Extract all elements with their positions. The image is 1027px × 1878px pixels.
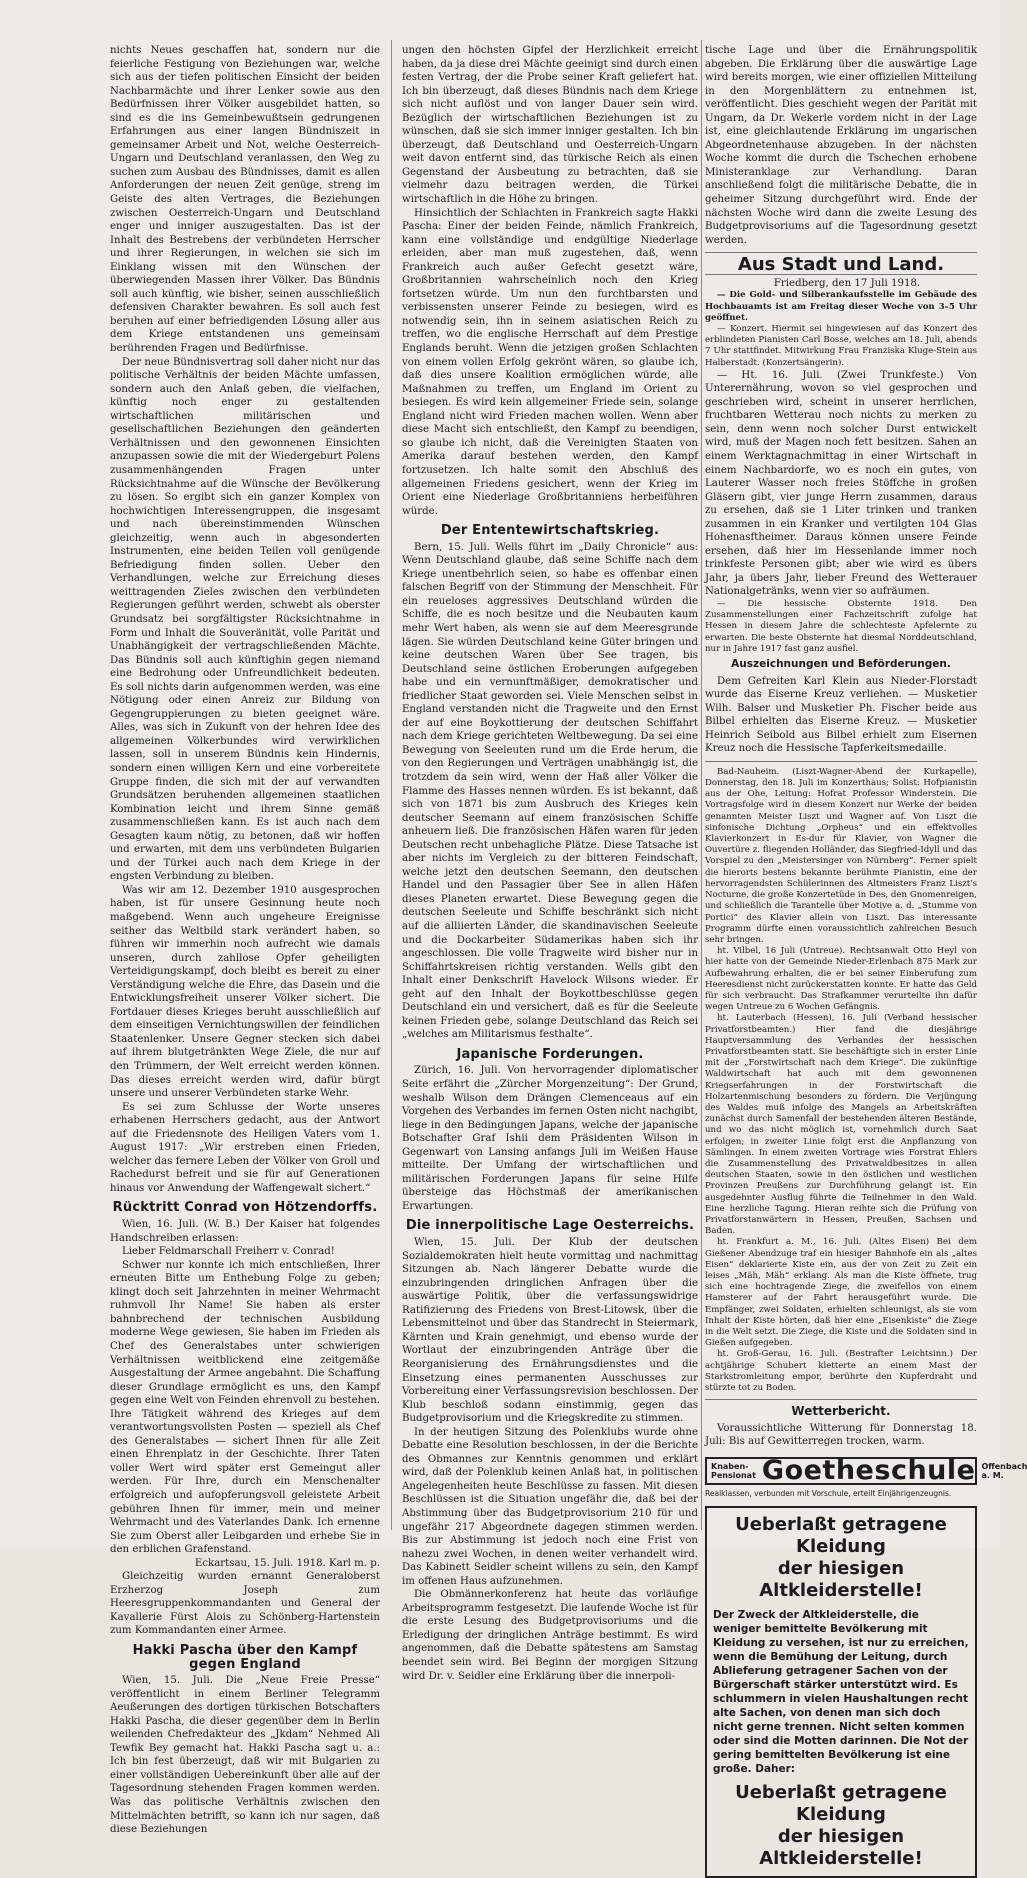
paragraph: In der heutigen Sitzung des Polenklubs wurde ohne Debatte eine Resolution beschlossen, in der die Berichte des Obmannes zur Kenntnis genommen und erklärt wird, daß der Polenklub keinen Anlaß hat, in politischen Angelegenheiten heute Beschlüsse zu fassen. Mit diesen Beschlüssen ist die Situation ungefähr die, daß bei der Abstimmung über das Budgetprovisorium 210 für und ungefähr 217 Abgeordnete dagegen stimmen werden. Bis zur Abstimmung ist jedoch noch eine Frist von nahezu zwei Wochen, in denen weiter verhandelt wird. Das Kabinett Seidler scheint willens zu sein, den Kampf im offenen Haus aufzunehmen. [402,1426,698,1587]
article-headline: Der Ententewirtschaftskrieg. [440,523,660,539]
column-left [110,44,380,1836]
paragraph: tische Lage und über die Ernährungspolitik abgeben. Die Erklärung über die auswärtige Lage wird bereits morgen, wie einer offiziellen Mitteilung in den Morgenblättern zu entnehmen ist, veröffentlicht. Dies geschieht wegen der Parität mit Ungarn, da Dr. Wekerle vordem nicht in der Lage ist, eine gleichlautende Erklärung im ungarischen Abgeordnetenhause abzugeben. In der nächsten Woche kommt die durch die Tschechen erhobene Ministeranklage zur Verhandlung. Daran anschließend folgt die militärische Debatte, die in geheimer Sitzung durchgeführt wird. Ende der nächsten Woche wird dann die zweite Lesung des Budgetprovisoriums auf die Tagesordnung gesetzt werden. [705,45,977,246]
paragraph: Es sei zum Schlusse der Worte unseres erhabenen Herrschers gedacht, aus der Antwort auf die Friedensnote des Heiligen Vaters vom 1. August 1917: „Wir erstreben einen Frieden, welcher das fernere Leben der Völker von Groll und Rachedurst befreit und sie für auf Generationen hinaus vor Anwendung der Waffengewalt sichert.“ [110,1101,380,1194]
paragraph: Hinsichtlich der Schlachten in Frankreich sagte Hakki Pascha: Einer der beiden Feinde, nämlich Frankreich, kann eine vollständige und endgültige Niederlage erleiden, aber man muß zugestehen, daß, wenn Frankreich auch außer Gefecht gesetzt wäre, Großbritannien wahrscheinlich noch den Krieg fortsetzen würde. Um nun den furchtbarsten und verbissensten unserer Feinde zu besiegen, wird es notwendig sein, ihn in seinem asiatischen Reich zu treffen, wo die englische Herrschaft auf dem Prestige Englands beruht. Wenn die jetzigen großen Schlachten von einem vollen Erfolg gekrönt wären, so glaube ich, daß dies unsere Koalition ermöglichen würde, alle Maßnahmen zu treffen, um England im Orient zu besiegen. Es wird kein allgemeiner Friede sein, solange England nicht wird Frieden machen wollen. Wenn aber diese Macht sich entschließt, den Kampf zu beendigen, so glaube ich nicht, daß die Vereinigten Staaten von Amerika darauf bestehen werden, den Kampf fortzusetzen. Ich halte somit den Abschluß des allgemeinen Friedens gesichert, wenn der Krieg im Orient eine Niederlage Großbritanniens herbeiführen würde. [402,207,698,517]
article-headline: Rücktritt Conrad von Hötzendorffs. [112,1200,378,1216]
weather-report: Voraussichtliche Witterung für Donnerstag 18. Juli: Bis auf Gewitterregen trocken, warm. [705,1422,977,1448]
paragraph: ht. Groß-Gerau, 16. Juli. (Bestrafter Leichtsinn.) Der achtjährige Schubert kletterte an einem Mast der Starkstromleitung empor, berührte den Kupferdraht und stürzte tot zu Boden. [705,1349,977,1394]
notice: — Die Gold- und Silberankaufsstelle im Gebäude des Hochbauamts ist am Freitag dieser Woche von 3–5 Uhr geöffnet. [705,290,977,323]
column-rule [391,40,392,1530]
article-headline: Die innerpolitische Lage Oesterreichs. [405,1218,695,1234]
signature-line: Eckartsau, 15. Juli. 1918. Karl m. p. [194,1557,380,1569]
paragraph: Lieber Feldmarschall Freiherr v. Conrad! [122,1246,335,1258]
advertisement-goetheschule [705,1455,1027,1487]
paragraph: Schwer nur konnte ich mich entschließen, Ihrer erneuten Bitte um Enthebung Folge zu geben; klingt doch seit Jahrzehnten in meiner Wehrmacht ruhmvoll Ihr Name! Sie haben als erster bahnbrechend der technischen Ausbildung moderne Wege gewiesen, Sie haben im Frieden als Chef des Generalstabes unter schwierigen Verhältnissen weitblickend eine zeitgemäße Ausgestaltung der Armee angebahnt. Die Schaffung dieser Grundlage ermöglicht es uns, den Kampf gegen eine Welt von Feinden ehrenvoll zu bestehen. Ihre Tätigkeit während des Krieges auf dem verantwortungsvollsten Posten — speziell als Chef des Generalstabes — sichert Ihnen für alle Zeit einen Ehrenplatz in der Geschichte. Ihrer Taten voller Wert wird später erst Gemeingut aller werden. Für Ihre, durch ein Menschenalter erfolgreich und aufopferungsvoll geleistete Arbeit gebühren Ihnen für immer, mein und meiner Wehrmacht und des Vaterlandes Dank. Ich ernenne Sie zum Oberst aller Leibgarden und erhebe Sie in den erblichen Grafenstand. [110,1259,380,1556]
paragraph: Zürich, 16. Juli. Von hervorragender diplomatischer Seite erfährt die „Zürcher Morgenzeitung“: Der Grund, weshalb Wilson dem Drängen Clemenceaus auf ein Vorgehen des Verbandes im fernen Osten nicht nachgibt, liege in den Bedingungen Japans, welche der japanische Botschafter Graf Ishii dem Präsidenten Wilson in Gegenwart von Lansing anfangs Juli im Weißen Hause mitteilte. Der Umfang der wirtschaftlichen und militärischen Forderungen Japans für seine Hilfe übersteige das Höchstmaß der amerikanischen Erwartungen. [402,1065,698,1212]
article-headline: Hakki Pascha über den Kampf gegen England [132,1642,358,1672]
divider [705,761,977,762]
paragraph: Der neue Bündnisvertrag soll daher nicht nur das politische Verhältnis der beiden Mächte umfassen, sondern auch den Anlaß geben, die vielfachen, künftig noch enger zu gestaltenden wirtschaftlichen militärischen und gesellschaftlichen Beziehungen den geänderten Verhältnissen und den gewonnenen Einsichten anzupassen sowie die mit der Wiedergeburt Polens zusammenhängenden Fragen unter Rücksichtnahme auf die Wünsche der Bevölkerung zu lösen. So ergibt sich ein ganzer Komplex von hochwichtigen Interessengruppen, die insgesamt und nach übereinstimmenden Wünschen gleichzeitig, wenn auch in abgesonderten Instrumenten, eine beiden Teilen voll genügende Befriedigung finden sollen. Ueber den Verhandlungen, welche zur Erreichung dieses weittragenden Zieles zwischen den verbündeten Regierungen geführt werden, schwebt als oberster Grundsatz bei sorgfältigster Rücksichtnahme in Form und Inhalt die Souveränität, volle Parität und Unabhängigkeit der vertragschließenden Mächte. Das Bündnis soll auch künftighin gegen niemand eine Bedrohung oder Unfreundlichkeit bedeuten. Es soll nichts darin aufgenommen werden, was eine Nötigung oder einen Anreiz zur Bildung von Gegengruppierungen zu bieten geeignet wäre. Alles, was sich in Zukunft von der hehren Idee des allgemeinen Völkerbundes wird verwirklichen lassen, soll in unserem Bündnis kein Hindernis, sondern einen willigen Kern und eine vorbereitete Gruppe finden, die sich mit der auf verwandten Grundsätzen beruhenden allgemeinen staatlichen Kombination leicht und ihrem Sinne gemäß zusammenschließen kann. Es ist auch nach dem Gesagten kaum nötig, zu betonen, daß wir hoffen und erwarten, mit dem uns verbündeten Bulgarien und der Türkei auch nach dem Kriege in der engsten Verbindung zu bleiben. [110,356,380,883]
notice: — Konzert. Hiermit sei hingewiesen auf das Konzert des erblindeten Pianisten Carl Bosse, welches am 18. Juli, abends 7 Uhr stattfindet. Mitwirkung Frau Franziska Kluge-Stein aus Halberstadt. (Konzertsängerin). [705,323,977,368]
ad-title: Ueberlaßt getragene Kleidung [735,1514,947,1558]
paragraph: ht. Lauterbach (Hessen), 16. Juli (Verband hessischer Privatforstbeamten.) Hier fand die diesjährige Hauptversammlung des Verbandes der hessischen Privatforstbeamten statt. Sie beschäftigte sich in erster Linie mit der „Forstwirtschaft nach dem Kriege“. Die zukünftige Waldwirtschaft hat auch mit dem gewonnenen Kriegserfahrungen in der Forstwirtschaft die Holzartenmischung besonders zu fördern. Die Verjüngung des Waldes muß infolge des Mangels an Arbeitskräften zunächst durch Samenfall der bestehenden älteren Bestände, und wo das nicht möglich ist, vornehmlich durch Saat erfolgen; in zweiter Linie folgt erst die Anpflanzung von Sämlingen. In einem zweiten Vortrage wies Forstrat Ehlers die Zusammenstellung des Privatwaldbesitzes in allen deutschen Staaten, sowie in den östlichen und westlichen Provinzen Preußens zur Durchführung gelangt ist. Ein ausgedehnter Ausflug führte die Teilnehmer in den Wald. Eine herzliche Tagung. Hieran reihte sich die Prüfung von Privatforstanwärtern in Hessen, Preußen, Sachsen und Baden. [705,1013,977,1237]
ad-footer: Realklassen, verbunden mit Vorschule, erteilt Einjährigenzeugnis. [705,1488,952,1498]
paragraph: Gleichzeitig wurden ernannt Generaloberst Erzherzog Joseph zum Heeresgruppenkommandanten und General der Kavallerie Fürst Alois zu Schönberg-Hartenstein zum Kommandanten einer Armee. [110,1571,380,1637]
section-title: Aus Stadt und Land. [705,258,977,275]
paragraph: Bern, 15. Juli. Wells führt im „Daily Chronicle“ aus: Wenn Deutschland glaube, daß seine Schiffe nach dem Kriege unentbehrlich seien, so habe es offenbar einen falschen Begriff von der Stimmung der Menschheit. Für ein reueloses aggressives Deutschland würden die Schiffe, die es noch besitze und die Neubauten kaum mehr Wert haben, als wenn sie auf dem Meeresgrunde lägen. Sie würden Deutschland keine Güter bringen und keine deutschen Waren über See tragen, bis Deutschland seine östlichen Eroberungen aufgegeben habe und ein vernunftmäßiger, demokratischer und friedlicher Staat geworden sei. Viele Menschen selbst in England verstanden nicht die Tragweite und den Ernst der auf eine Boykottierung der deutschen Schiffahrt nach dem Kriege gerichteten Weltbewegung. Da sei eine Bewegung von Seeleuten rund um die Erde herum, die von den Regierungen und Verträgen unabhängig ist, die trotzdem da sein wird, wenn der Haß aller Völker die Flamme des Hasses nennen würden. Es ist bekannt, daß sich von 1871 bis zum Ausbruch des Krieges kein deutscher Seemann auf einem französischen Schiffe anheuern ließ. Die französischen Häfen waren für jeden Deutschen recht unbehagliche Plätze. Diese Tatsache ist aber nichts im Vergleich zu der bitteren Feindschaft, welche jetzt den deutschen Seemann, den deutschen Handel und den Passagier über See in allen Häfen dieses Planeten erwartet. Diese Bewegung gegen die deutschen Seeleute und Schiffe beschränkt sich nicht auf die alliierten Länder, die skandinavischen Seeleute und die Dockarbeiter Südamerikas haben sich ihr angeschlossen. Die volle Tragweite wird bisher nur in Schiffahrtskreisen richtig verstanden. Wells gibt den Inhalt einer Denkschrift Havelock Wilsons wieder. Er geht auf den Inhalt der Boykottbeschlüsse gegen Deutschland ein und versichert, daß es für die Seeleute keinen Frieden gebe, solange Deutschland das Reich sei „welches am Militarismus festhalte“. [402,541,698,1041]
subheading: Auszeichnungen und Beförderungen. [731,658,951,671]
notice: — Die hessische Obsternte 1918. Den Zusammenstellungen einer Fachzeitschrift zufolge hat Hessen in diesem Jahre die schlechteste Apfelernte zu erwarten. Die beste Obsternte hat diesmal Norddeutschland, nur in Jahre 1917 fast ganz ausfiel. [705,599,977,654]
ad-title: Ueberlaßt getragene Kleidung [735,1782,947,1826]
paragraph: Wien, 16. Juli. (W. B.) Der Kaiser hat folgendes Handschreiben erlassen: [110,1219,380,1244]
dateline: Friedberg, den 17 Juli 1918. [773,277,921,289]
paragraph: Wien, 15. Juli. Die „Neue Freie Presse“ veröffentlicht in einem Berliner Telegramm Aeußerungen des dortigen türkischen Botschafters Hakki Pascha, die dieser gegenüber dem in Berlin weilenden Chefredakteur des „Jkdam“ Nehmed Ali Tewfik Bey gemacht hat. Hakki Pascha sagt u. a.: Ich bin fest überzeugt, daß wir mit Bulgarien zu einer vollständigen Uebereinkunft über alle auf der Tagesordnung stehenden Fragen kommen werden. Was das politische Verhältnis zwischen den Mittelmächten betrifft, so kann ich nur sagen, daß diese Beziehungen [110,1675,380,1836]
column-right [705,44,1027,1870]
weather-heading: Wetterbericht. [791,1404,891,1419]
paragraph: Die Obmännerkonferenz hat heute das vorläufige Arbeitsprogramm festgesetzt. Die laufende Woche ist für die erste Lesung des Budgetprovisoriums und die Erledigung der dringlichen Anträge bestimmt. Es wird angenommen, daß die Debatte spätestens am Samstag beendet sein wird. Bei Beginn der morgigen Sitzung wird Dr. v. Seidler eine Erklärung über die innerpoli- [402,1589,698,1682]
paragraph: nichts Neues geschaffen hat, sondern nur die feierliche Festigung von Beziehungen war, welche sich aus der tiefen politischen Einsicht der beiden Nachbarmächte und ihrer Lenker sowie aus den Bedürfnissen ihrer Völker ausgebildet hatten, so sind es die ins Gemeinbewußtsein gedrungenen Erfahrungen aus einer langen Bündniszeit in gemeinsamer Arbeit und Not, welche Oesterreich-Ungarn und Deutschland veranlassen, den Weg zu suchen zum Ausbau des Bündnisses, damit es allen Anforderungen der neuen Zeit genüge, streng im Geiste des alten Vertrages, die Beziehungen zwischen Oesterreich-Ungarn und Deutschland enger und inniger auszugestalten. Das ist der Inhalt des Bestrebens der verbündeten Herrscher und ihrer Regierungen, in welchen sie sich im Einklang wissen mit den Wünschen der überwiegenden Massen ihrer Völker. Das Bündnis soll auch künftig, wie bisher, seinen ausschließlich defensiven Charakter bewahren. Es soll auch fest beruhen auf einer befriedigenden Lösung aller aus dem Kriege entstandenen uns gemeinsam berührenden Fragen und Bedürfnisse. [110,45,380,355]
ad-label: Knaben-Pensionat [711,1461,756,1480]
article-headline: Japanische Forderungen. [456,1046,644,1062]
divider [705,1399,977,1400]
paragraph: — Ht. 16. Juli. (Zwei Trunkfeste.) Von Unterernährung, wovon so viel gesprochen und geschrieben wird, scheint in unserer herrlichen, fruchtbaren Wetterau noch nichts zu merken zu sein, denn wenn noch solcher Durst entwickelt wird, muß der Magen noch fett besitzen. Sahen an einem Werktagnachmittag in einer Wirtschaft in einem Nachbardorfe, wo es noch ein gutes, von Lauterer Wasser noch freies Stöffche in großen Gläsern gibt, vier junge Herrn zusammen, daraus zu ersehen, daß sie 1 Liter trinken und tranken zusammen in ein Kranker und vertilgten 104 Glas Hohenasftheimer. Daraus können unsere Feinde ersehen, daß hier im Hessenlande immer noch trinkfeste Personen gibt; aber wie wird es übers Jahr, ja übers Jahr, lieber Freund des Wetterauer Nationalgetränks, wenn vier so aufräumen. [705,369,977,598]
column-middle [402,44,698,1682]
paragraph: Bad-Nauheim. (Liszt-Wagner-Abend der Kurkapelle), Donnerstag, den 18. Juli im Konzerthaus; Solist: Hofpianistin aus der Ohe, Leitung: Hofrat Professor Winderstein. Die Vortragsfolge wird in diesem Konzert nur Werke der beiden genannten Meister Liszt und Wagner auf. Von Liszt die sinfonische Dichtung „Orpheus“ und ein effektvolles Klavierkonzert in Es-dur für Klavier, von Wagner die Ouvertüre z. fliegenden Holländer, das Siegfried-Idyll und das Vorspiel zu den „Meistersinger von Nürnberg“. Ferner spielt die hierorts bestens bekannte berühmte Pianistin, eine der hervorragendsten Schülerinnen des Altmeisters Franz Liszt's Nocturne, die große Konzertetüde in Des, den Gnomenreigen, und schließlich die Tarantelle über Motive a. d. „Stumme von Portici“ des Klavier allein von Liszt. Das interessante Programm dürfte einen voraussichtlich zahlreichen Besuch sehr bringen. [705,766,977,945]
paragraph: Dem Gefreiten Karl Klein aus Nieder-Florstadt wurde das Eiserne Kreuz verliehen. — Musketier Wilh. Balser und Musketier Ph. Fischer beide aus Bilbel erhielten das Eiserne Kreuz. — Musketier Heinrich Seibold aus Bilbel erhielt zum Eisernen Kreuz noch die Hessische Tapferkeitsmedaille. [705,675,977,755]
ad-title: der hiesigen Altkleiderstelle! [759,1826,923,1870]
column-rule [701,40,702,1530]
ad-title: der hiesigen Altkleiderstelle! [759,1558,923,1602]
ad-body: Der Zweck der Altkleiderstelle, die weniger bemittelte Bevölkerung mit Kleidung zu versehen, ist nur zu erreichen, wenn die Bemühung der Leitung, durch Ablieferung getragener Sachen von der Bürgerschaft stärker unterstützt wird. Es schlummern in vielen Haushaltungen recht alte Sachen, von denen man sich doch nicht gerne trennen. Nicht selten kommen oder sind die Motten darinnen. Die Not der gering bemittelten Bevölkerung ist eine große. Daher: [713,1609,969,1776]
advertisement-altkleiderstelle [705,1506,977,1878]
paragraph: ht. Vilbel, 16 Juli (Untreue). Rechtsanwalt Otto Heyl von hier hatte von der Gemeinde Nieder-Erlenbach 875 Mark zur Aufbewahrung erhalten, die er bei seiner Einberufung zum Heeresdienst nicht zurückerstatten konnte. Er hatte das Geld für sich verbraucht. Das Strafkammer verurteilte ihn dafür wegen Untreue zu 6 Wochen Gefängnis. [705,946,977,1013]
paragraph: ungen den höchsten Gipfel der Herzlichkeit erreicht haben, da ja diese drei Mächte geeinigt sind durch einen festen Vertrag, der die Probe seiner Kraft geliefert hat. Ich bin überzeugt, daß dieses Bündnis nach dem Kriege sich nicht auflöst und von langer Dauer sein wird. Bezüglich der wirtschaftlichen Beziehungen ist zu wünschen, daß sie sich immer inniger gestalten. Ich bin überzeugt, daß Deutschland und Oesterreich-Ungarn weit davon entfernt sind, das türkische Reich als einen Gegenstand der Ausbeutung zu betrachten, daß sie vielmehr dazu beitragen werden, die Türkei wirtschaftlich in die Höhe zu bringen. [402,45,698,206]
ad-title: Goetheschule [761,1455,976,1487]
paragraph: ht. Frankfurt a. M., 16. Juli. (Altes Eisen) Bei dem Gießener Abendzuge traf ein hiesiger Bahnhofe ein als „altes Eisen“ deklarierte Kiste ein, aus der von Zeit zu Zeit ein leises „Mäh, Mäh“ erklang. Als man die Kiste öffnete, trug sich eine hochtragende Ziege, die zweifellos von einem Hamsterer auf der Fahrt herausgeführt wurde. Die Empfänger, zwei Soldaten, erhielten schleunigst, als sie vom Inhalt der Kiste hörten, daß hier eine „Eisenkiste“ die Ziege in die Welt setzt. Die Ziege, die Kiste und die Soldaten sind in Gießen aufgegeben. [705,1237,977,1349]
paragraph: Was wir am 12. Dezember 1910 ausgesprochen haben, ist für unsere Gesinnung heute noch maßgebend. Wenn auch ungeheure Ereignisse seither das Weltbild stark verändert haben, so führen wir immerhin noch aufrecht wie damals unseren, durch zahllose Opfer geheiligten Verteidigungskampf, doch bleibt es bereit zu einer Verständigung welche die Ehre, das Dasein und die Entwicklungsfreiheit unserer Völker sichert. Die Fortdauer dieses Krieges beruht ausschließlich auf dem einseitigen Vernichtungswillen der feindlichen Staatenlenker. Unsere Gegner stecken sich dabei auf ihrem blutgetränkten Wege Ziele, die nur auf den Trümmern, der Welt erreicht werden können. Das dieses erreicht werden wird, dafür bürgt unsere und unserer Verbündeten starke Wehr. [110,884,380,1100]
ad-label: Offenbach a. M. [981,1461,1027,1480]
divider [705,252,977,253]
paragraph: Wien, 15. Juli. Der Klub der deutschen Sozialdemokraten hielt heute vormittag und nachmittag Sitzungen ab. Nach längerer Debatte wurde die einzubringenden dringlichen Anfragen über die auswärtige Politik, über die verfassungswidrige Ratifizierung des Friedens von Brest-Litowsk, über die Lebensmittelnot und über das Standrecht in Steiermark, Kärnten und Krain genehmigt, und ebenso wurde der Wortlaut der einzubringenden Anträge über die Reorganisierung des Ernährungsdienstes und die Einsetzung eines permanenten Ausschusses zur Vorbereitung einer Verfassungsrevision beschlossen. Der Klub beschloß sodann einstimmig, gegen das Budgetprovisorium und die Kriegskredite zu stimmen. [402,1237,698,1425]
